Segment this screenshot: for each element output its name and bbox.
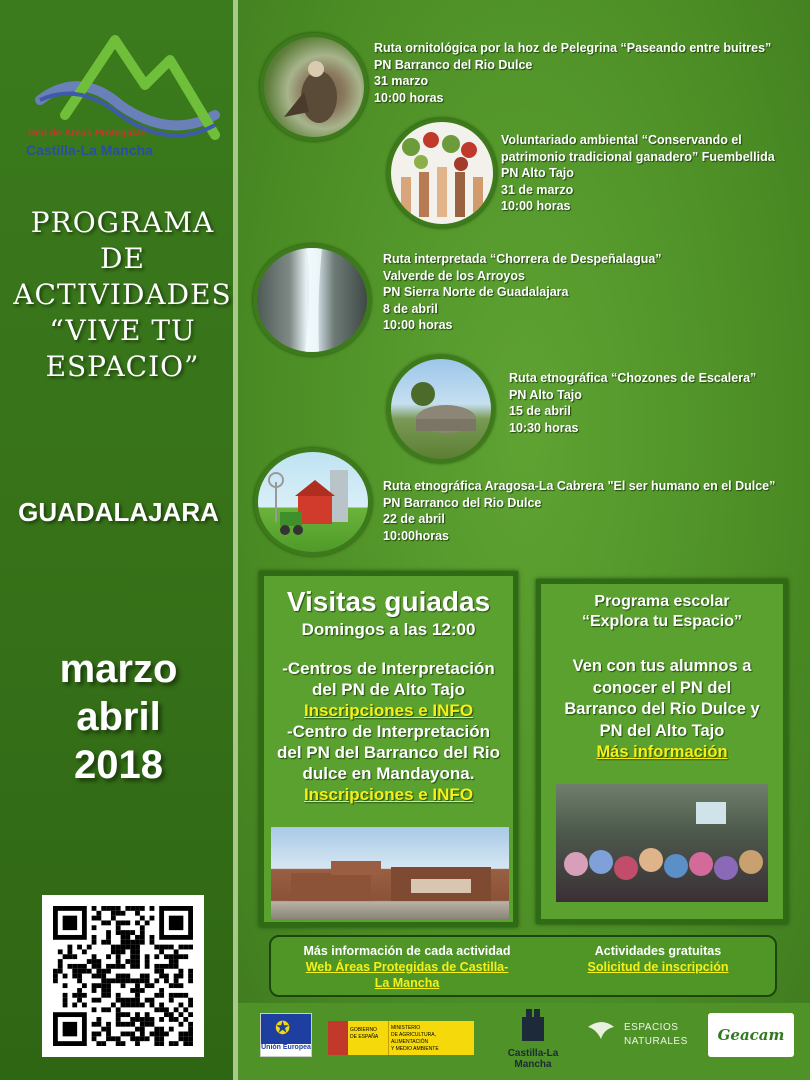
activity-line: 31 marzo xyxy=(374,74,429,88)
ministry-label-line: DE AGRICULTURA, ALIMENTACIÓN xyxy=(391,1032,436,1045)
school-body-line: Ven con tus alumnos a xyxy=(572,657,752,675)
guided-visits-subtitle: Domingos a las 12:00 xyxy=(301,620,476,639)
activity-line: PN Alto Tajo xyxy=(509,387,582,402)
activity-line: Ruta etnográfica Aragosa-La Cabrera "El ser humano en el Dulce” xyxy=(383,479,776,493)
activity-image-waterfall xyxy=(253,244,371,356)
activity-line: PN Barranco del Rio Dulce xyxy=(383,495,542,510)
activity-line: 22 de abril xyxy=(383,512,445,526)
school-body-line: PN del Alto Tajo xyxy=(599,721,725,740)
interpretation-center-photo xyxy=(271,827,509,919)
eu-label: Unión Europea xyxy=(261,1044,311,1051)
activity-line: patrimonio tradicional ganadero” Fuembellida xyxy=(501,149,775,164)
geacam-label: Geacam xyxy=(717,1026,785,1044)
activity-line: 10:00 horas xyxy=(383,318,453,332)
info-left xyxy=(287,943,527,991)
ministry-label-line: Y MEDIO AMBIENTE xyxy=(391,1046,439,1052)
province-label: GUADALAJARA xyxy=(18,497,219,527)
info-bar xyxy=(269,935,777,997)
activity-line: Ruta interpretada “Chorrera de Despeñalagua” xyxy=(383,252,662,266)
activity-4 xyxy=(509,370,756,436)
period xyxy=(0,645,237,789)
center1-line: -Centros de Interpretación xyxy=(282,659,495,678)
school-body-line: Barranco del Rio Dulce y xyxy=(564,700,760,718)
region-label: Castilla-La Mancha xyxy=(507,1048,559,1070)
ministry-label-line: MINISTERIO xyxy=(391,1025,421,1031)
center1-line: del PN de Alto Tajo xyxy=(311,680,465,699)
period-month1: marzo xyxy=(59,647,178,691)
school-title xyxy=(541,592,783,632)
network-logo-icon xyxy=(20,30,220,160)
program-title-line: ACTIVIDADES xyxy=(13,278,232,311)
spanish-government-logo xyxy=(328,1021,474,1055)
leaf-icon xyxy=(584,1017,618,1051)
activity-2 xyxy=(501,132,775,215)
info-right xyxy=(563,943,753,975)
eu-flag-icon: ✪ xyxy=(261,1014,311,1044)
gov-label-line: DE ESPAÑA xyxy=(350,1034,379,1040)
activity-image-stone-hut xyxy=(387,355,495,463)
eu-logo xyxy=(260,1013,312,1057)
coat-of-arms-icon xyxy=(328,1021,348,1055)
inscriptions-link-1[interactable]: Inscripciones e INFO xyxy=(303,701,474,720)
castle-crest-icon xyxy=(518,1005,548,1043)
activity-line: 10:00 horas xyxy=(374,90,444,105)
registration-request-link[interactable]: Solicitud de inscripción xyxy=(587,960,729,974)
period-year: 2018 xyxy=(74,743,163,787)
activity-line: PN Sierra Norte de Guadalajara xyxy=(383,285,569,299)
more-info-link[interactable]: Más información xyxy=(596,743,728,761)
activity-5 xyxy=(383,478,775,544)
activity-3 xyxy=(383,251,662,334)
program-title xyxy=(10,205,235,385)
info-right-title: Actividades gratuitas xyxy=(594,944,722,958)
activity-line: Voluntariado ambiental “Conservando el xyxy=(501,133,742,147)
activity-line: PN Barranco del Rio Dulce xyxy=(374,57,533,72)
qr-code-icon xyxy=(53,906,193,1046)
activity-line: 10:00 horas xyxy=(501,199,571,213)
activity-image-farm xyxy=(254,448,372,556)
program-title-line: DE xyxy=(100,242,145,275)
school-body xyxy=(541,656,783,764)
period-month2: abril xyxy=(76,695,161,739)
inscriptions-link-2[interactable]: Inscripciones e INFO xyxy=(303,785,474,804)
guided-visits-title: Visitas guiadas xyxy=(286,586,491,617)
gov-label xyxy=(348,1021,388,1055)
activity-image-vulture xyxy=(260,33,368,141)
gov-label-line: GOBIERNO xyxy=(350,1027,377,1033)
program-title-line: PROGRAMA xyxy=(30,206,215,239)
logo-line2: Castilla-La Mancha xyxy=(26,142,153,158)
areas-web-link[interactable] xyxy=(287,959,527,991)
guided-visits-panel xyxy=(259,571,518,927)
castilla-la-mancha-logo xyxy=(488,1003,578,1070)
areas-web-link-line: La Mancha xyxy=(374,976,440,990)
program-title-line: ESPACIO” xyxy=(45,350,200,383)
geacam-logo xyxy=(708,1013,794,1057)
activity-line: 10:00horas xyxy=(383,528,450,543)
areas-web-link-line: Web Áreas Protegidas de Castilla- xyxy=(305,960,509,974)
footer-logos xyxy=(238,1003,810,1080)
guided-visits-centers xyxy=(264,658,513,805)
activity-line: 15 de abril xyxy=(509,404,571,418)
activity-line: 8 de abril xyxy=(383,301,438,316)
center2-line: del PN del Barranco del Rio xyxy=(277,743,500,762)
activity-line: Ruta etnográfica “Chozones de Escalera” xyxy=(509,371,757,385)
espacios-label-line: NATURALES xyxy=(624,1036,688,1047)
activity-1 xyxy=(374,40,771,106)
espacios-label xyxy=(624,1021,688,1049)
school-body-line: conocer el PN del xyxy=(592,678,732,697)
info-left-title: Más información de cada actividad xyxy=(303,944,511,958)
center2-line: dulce en Mandayona. xyxy=(302,764,475,783)
activity-line: 31 de marzo xyxy=(501,182,574,197)
logo-line1: Red de Áreas Protegidas xyxy=(28,128,147,139)
school-title-line: “Explora tu Espacio” xyxy=(581,613,743,630)
program-title-line: “VIVE TU xyxy=(49,314,196,347)
school-visit-photo xyxy=(556,784,768,902)
activity-line: Valverde de los Arroyos xyxy=(383,268,525,283)
espacios-naturales-logo xyxy=(584,1017,694,1057)
center2-line: -Centro de Interpretación xyxy=(286,722,491,741)
activity-line: Ruta ornitológica por la hoz de Pelegrina “Paseando entre buitres” xyxy=(374,41,772,55)
ministry-label xyxy=(388,1021,474,1055)
school-title-line: Programa escolar xyxy=(594,593,730,610)
activity-line: PN Alto Tajo xyxy=(501,166,574,180)
qr-code[interactable] xyxy=(42,895,204,1057)
activity-line: 10:30 horas xyxy=(509,420,579,435)
school-program-panel xyxy=(536,579,788,924)
activity-image-hands xyxy=(387,118,497,228)
espacios-label-line: ESPACIOS xyxy=(624,1022,679,1033)
